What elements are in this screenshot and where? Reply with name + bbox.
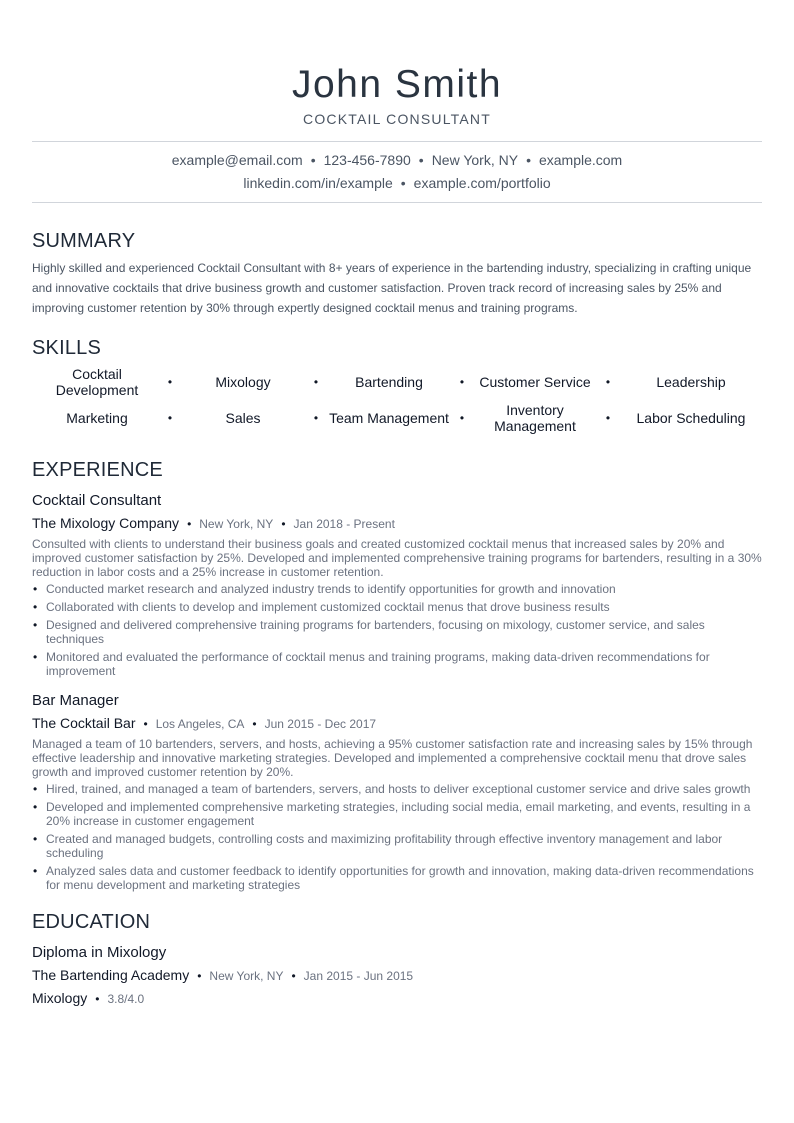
website-link[interactable]: example.com	[538, 152, 623, 168]
education-dates: Jan 2015 - Jun 2015	[303, 969, 414, 983]
job-company-line: The Mixology Company • New York, NY • Jan 2018 - Present	[32, 515, 395, 531]
list-item: • Designed and delivered comprehensive training programs for bartenders, focusing on mixology, customer service, and sales techniques	[46, 618, 762, 646]
skill-item: Customer Service	[479, 374, 591, 390]
company-name: The Mixology Company	[32, 515, 180, 531]
company-name: The Cocktail Bar	[32, 715, 136, 731]
job-description: Consulted with clients to understand their business goals and created customized cocktail menus that increased sales by 20% and improved customer satisfaction by 25%. Developed and implemented comprehensive training programs for bartenders, resulting in a 30% reduction in labor costs and a 25% increase in customer retention.	[32, 537, 762, 579]
skill-item: Cocktail Development	[55, 366, 139, 398]
degree-name: Diploma in Mixology	[32, 944, 167, 961]
bullet-separator: •	[605, 375, 611, 389]
bullet-separator: •	[313, 411, 319, 425]
list-item: • Conducted market research and analyzed industry trends to identify opportunities for growth and innovation	[46, 582, 762, 596]
summary-heading: SUMMARY	[32, 230, 136, 252]
skill-item: Mixology	[215, 374, 271, 390]
resume-page	[32, 0, 762, 1008]
bullet-separator: •	[167, 375, 173, 389]
education-entry	[32, 944, 762, 1008]
experience-heading: EXPERIENCE	[32, 459, 163, 481]
job-bullets	[32, 782, 762, 892]
school-name: The Bartending Academy	[32, 967, 190, 983]
school-location: New York, NY	[209, 969, 284, 983]
job-role: Cocktail Consultant	[32, 492, 162, 509]
job-dates: Jun 2015 - Dec 2017	[264, 717, 377, 731]
skills-heading: SKILLS	[32, 337, 102, 359]
list-item: • Hired, trained, and managed a team of bartenders, servers, and hosts to deliver exceptional customer service and drive sales growth	[46, 782, 762, 796]
job-entry	[32, 692, 762, 892]
job-title-header: COCKTAIL CONSULTANT	[303, 111, 491, 127]
bullet-separator: •	[313, 375, 319, 389]
job-location: New York, NY	[199, 517, 274, 531]
skill-item: Sales	[225, 410, 261, 426]
skill-item: Marketing	[66, 410, 128, 426]
list-item: • Created and managed budgets, controlling costs and maximizing profitability through effective inventory management and labor scheduling	[46, 832, 762, 860]
job-description: Managed a team of 10 bartenders, servers, and hosts, achieving a 95% customer satisfaction rate and increasing sales by 15% through effective leadership and innovative marketing strategies. Developed and implemented a comprehensive cocktail menu that drove sales growth and improved customer retention by 20%.	[32, 737, 753, 779]
list-item: • Monitored and evaluated the performance of cocktail menus and training programs, making data-driven recommendations for improvement	[46, 650, 762, 678]
job-location: Los Angeles, CA	[155, 717, 245, 731]
job-company-line: The Cocktail Bar • Los Angeles, CA • Jun 2015 - Dec 2017	[32, 715, 377, 731]
phone-number[interactable]: 123-456-7890	[323, 152, 411, 168]
job-bullets	[32, 582, 762, 678]
job-dates: Jan 2018 - Present	[293, 517, 395, 531]
skill-item: Leadership	[656, 374, 726, 390]
school-line: The Bartending Academy • New York, NY • Jan 2015 - Jun 2015	[32, 967, 414, 983]
portfolio-link[interactable]: example.com/portfolio	[413, 175, 551, 191]
contact-line-1: example@email.com • 123-456-7890 • New York, NY • example.com	[171, 152, 623, 168]
contact-info	[32, 142, 762, 202]
skill-item: Team Management	[329, 410, 449, 426]
candidate-name: John Smith	[291, 63, 503, 106]
skill-item: Inventory Management	[494, 402, 576, 434]
email-link[interactable]: example@email.com	[171, 152, 303, 168]
skill-item: Labor Scheduling	[636, 410, 746, 426]
bullet-separator: •	[605, 411, 611, 425]
list-item: • Analyzed sales data and customer feedback to identify opportunities for growth and innovation, making data-driven recommendations for menu development and marketing strategies	[46, 864, 762, 892]
skill-item: Bartending	[355, 374, 423, 390]
divider	[32, 202, 762, 203]
job-entry	[32, 492, 762, 678]
linkedin-link[interactable]: linkedin.com/in/example	[243, 175, 393, 191]
job-role: Bar Manager	[32, 692, 119, 709]
bullet-separator: •	[459, 375, 465, 389]
field-of-study: Mixology	[32, 990, 88, 1006]
bullet-separator: •	[167, 411, 173, 425]
bullet-separator: •	[459, 411, 465, 425]
field-line: Mixology • 3.8/4.0	[32, 990, 145, 1006]
education-heading: EDUCATION	[32, 911, 151, 933]
list-item: • Developed and implemented comprehensive marketing strategies, including social media, email marketing, and events, resulting in a 20% increase in customer engagement	[46, 800, 762, 828]
location: New York, NY	[431, 152, 519, 168]
list-item: • Collaborated with clients to develop and implement customized cocktail menus that drove business results	[46, 600, 762, 614]
skills-grid	[32, 366, 762, 434]
contact-line-2: linkedin.com/in/example • example.com/portfolio	[243, 175, 551, 191]
gpa: 3.8/4.0	[107, 992, 145, 1006]
summary-text: Highly skilled and experienced Cocktail Consultant with 8+ years of experience in the bartending industry, specializing in crafting unique and innovative cocktails that drive business growth and customer satisfaction. Proven track record of increasing sales by 25% and improving customer retention by 30% through expertly designed cocktail menus and training programs.	[32, 261, 752, 315]
